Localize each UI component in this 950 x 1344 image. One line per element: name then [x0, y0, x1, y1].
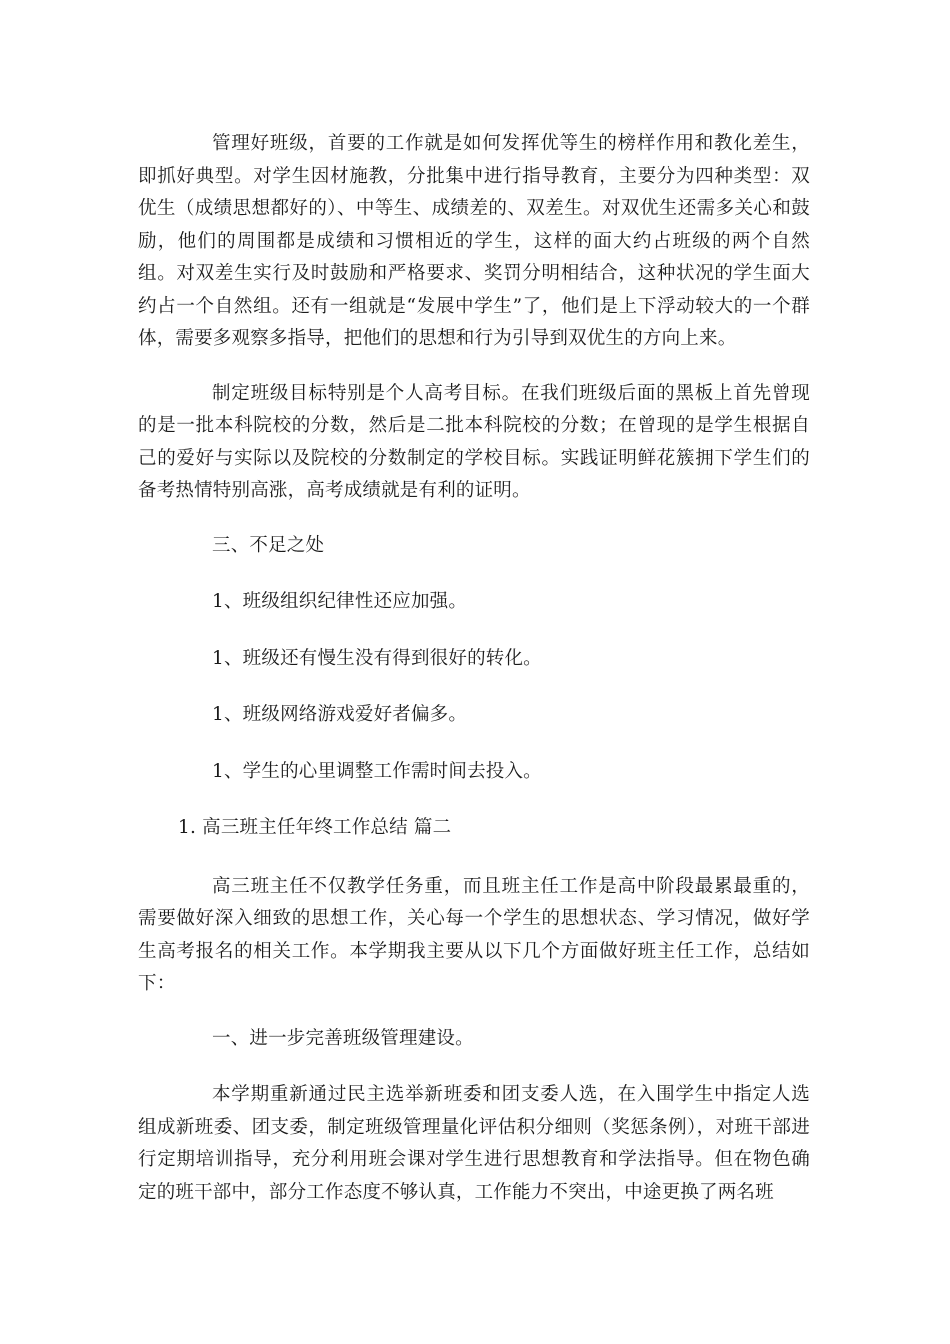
- document-body: [138, 128, 810, 1231]
- shortcoming-item-mental-adjustment: 1、学生的心里调整工作需时间去投入。: [212, 760, 542, 782]
- paragraph-class-goals: 制定班级目标特别是个人高考目标。在我们班级后面的黑板上首先曾现的是一批本科院校的分数，然后是二批本科院校的分数；在曾现的是学生根据自己的爱好与实际以及院校的分数制定的学校目标。实践证明鲜花簇拥下学生们的备考热情特别高涨，高考成绩就是有利的证明。: [138, 382, 810, 501]
- paragraph-model-students: 管理好班级，首要的工作就是如何发挥优等生的榜样作用和教化差生，即抓好典型。对学生因材施教，分批集中进行指导教育，主要分为四种类型：双优生（成绩思想都好的）、中等生、成绩差的、双差生。对双优生还需多关心和鼓励，他们的周围都是成绩和习惯相近的学生，这样的面大约占班级的两个自然组。对双差生实行及时鼓励和严格要求、奖罚分明相结合，这种状况的学生面大约占一个自然组。还有一组就是“发展中学生”了，他们是上下浮动较大的一个群体，需要多观察多指导，把他们的思想和行为引导到双优生的方向上来。: [138, 133, 810, 349]
- heading-shortcomings: 三、不足之处: [212, 534, 325, 556]
- paragraph-intro-part-two: 高三班主任不仅教学任务重，而且班主任工作是高中阶段最累最重的，需要做好深入细致的思想工作，关心每一个学生的思想状态、学习情况，做好学生高考报名的相关工作。本学期我主要从以下几个方面做好班主任工作，总结如下：: [138, 875, 810, 994]
- heading-class-management: 一、进一步完善班级管理建设。: [212, 1027, 474, 1049]
- shortcoming-item-gamers: 1、班级网络游戏爱好者偏多。: [212, 704, 468, 725]
- shortcoming-item-discipline: 1、班级组织纪律性还应加强。: [212, 591, 468, 612]
- shortcoming-item-slow-students: 1、班级还有慢生没有得到很好的转化。: [212, 647, 542, 669]
- paragraph-class-committee: 本学期重新通过民主选举新班委和团支委人选，在入围学生中指定人选组成新班委、团支委，制定班级管理量化评估积分细则（奖惩条例），对班干部进行定期培训指导，充分利用班会课对学生进行思想教育和学法指导。但在物色确定的班干部中，部分工作态度不够认真，工作能力不突出，中途更换了两名班: [138, 1084, 810, 1203]
- section-heading-part-two: 1. 高三班主任年终工作总结 篇二: [178, 817, 452, 838]
